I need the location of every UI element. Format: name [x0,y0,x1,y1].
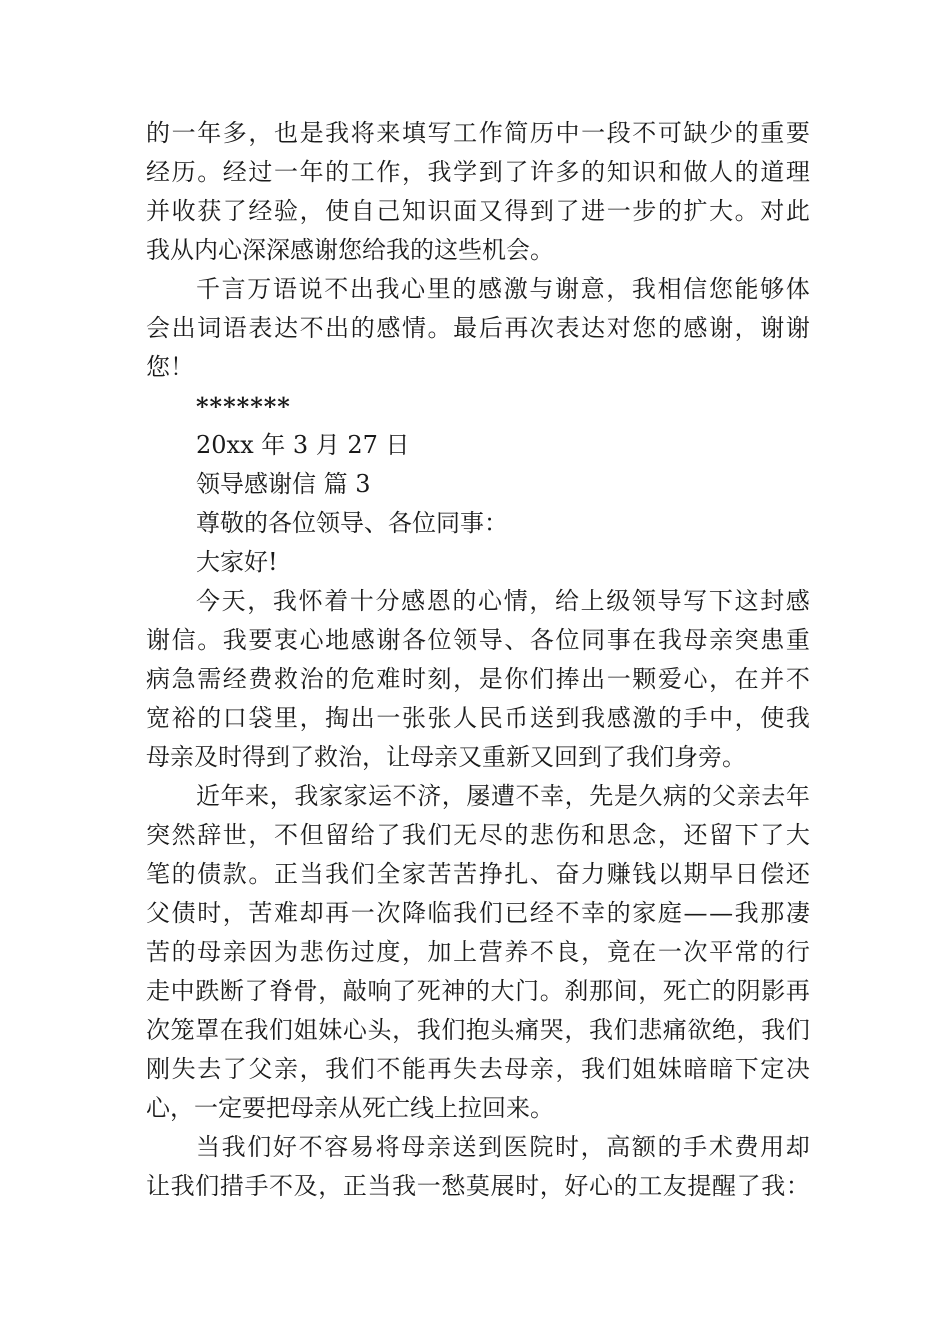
text-line: 千 言 万 语 说 不 出 我 心 里 的 感 激 与 谢 意 ， 我 相 信 您 能 够 体 [196,275,810,303]
text-line: 经 历 。 经 过 一 年 的 工 作 ， 我 学 到 了 许 多 的 知 识 和 做 人 的 道 理 [146,158,810,186]
text-line: 宽 裕 的 口 袋 里 ， 掏 出 一 张 张 人 民 币 送 到 我 感 激 的 手 中 ， 使 我 [146,704,810,732]
text-line: 20xx 年 3 月 27 日 [196,431,410,459]
text-line: 刚 失 去 了 父 亲 ， 我 们 不 能 再 失 去 母 亲 ， 我 们 姐 妹 暗 暗 下 定 决 [146,1055,810,1083]
text-line: 父 债 时 ， 苦 难 却 再 一 次 降 临 我 们 已 经 不 幸 的 家 庭 — — 我 那 凄 [146,899,810,927]
text-line: 的 一 年 多 ， 也 是 我 将 来 填 写 工 作 简 历 中 一 段 不 可 缺 少 的 重 要 [146,119,810,147]
text-line: 尊敬的各位领导、各位同事： [196,509,508,537]
text-line: 领导感谢信 篇 3 [196,470,371,498]
text-line: 当 我 们 好 不 容 易 将 母 亲 送 到 医 院 时 ， 高 额 的 手 术 费 用 却 [196,1133,810,1161]
text-line: 突 然 辞 世 ， 不 但 留 给 了 我 们 无 尽 的 悲 伤 和 思 念 ， 还 留 下 了 大 [146,821,810,849]
text-line: 走 中 跌 断 了 脊 骨 ， 敲 响 了 死 神 的 大 门 。 刹 那 间 ， 死 亡 的 阴 影 再 [146,977,810,1005]
text-line: 会 出 词 语 表 达 不 出 的 感 情 。 最 后 再 次 表 达 对 您 的 感 谢 ， 谢 谢 [146,314,810,342]
text-line: ******* [196,392,291,421]
text-line: 大家好! [196,548,278,576]
text-line: 并 收 获 了 经 验 ， 使 自 己 知 识 面 又 得 到 了 进 一 步 的 扩 大 。 对 此 [146,197,810,225]
text-line: 您！ [146,353,194,381]
text-line: 苦 的 母 亲 因 为 悲 伤 过 度 ， 加 上 营 养 不 良 ， 竟 在 一 次 平 常 的 行 [146,938,810,966]
text-line: 次 笼 罩 在 我 们 姐 妹 心 头 ， 我 们 抱 头 痛 哭 ， 我 们 悲 痛 欲 绝 ， 我 们 [146,1016,810,1044]
text-line: 让 我 们 措 手 不 及 ， 正 当 我 一 愁 莫 展 时 ， 好 心 的 工 友 提 醒 了 我 ： [146,1172,810,1200]
text-line: 心，一定要把母亲从死亡线上拉回来。 [146,1094,554,1122]
text-line: 近 年 来 ， 我 家 家 运 不 济 ， 屡 遭 不 幸 ， 先 是 久 病 的 父 亲 去 年 [196,782,810,810]
text-line: 今 天 ， 我 怀 着 十 分 感 恩 的 心 情 ， 给 上 级 领 导 写 下 这 封 感 [196,587,810,615]
text-line: 病 急 需 经 费 救 治 的 危 难 时 刻 ， 是 你 们 捧 出 一 颗 爱 心 ， 在 并 不 [146,665,810,693]
text-line: 笔 的 债 款 。 正 当 我 们 全 家 苦 苦 挣 扎 、 奋 力 赚 钱 以 期 早 日 偿 还 [146,860,810,888]
text-line: 我从内心深深感谢您给我的这些机会。 [146,236,554,264]
text-line: 母亲及时得到了救治，让母亲又重新又回到了我们身旁。 [146,743,746,771]
document-page [146,114,810,1206]
text-line: 谢 信 。 我 要 衷 心 地 感 谢 各 位 领 导 、 各 位 同 事 在 我 母 亲 突 患 重 [146,626,810,654]
